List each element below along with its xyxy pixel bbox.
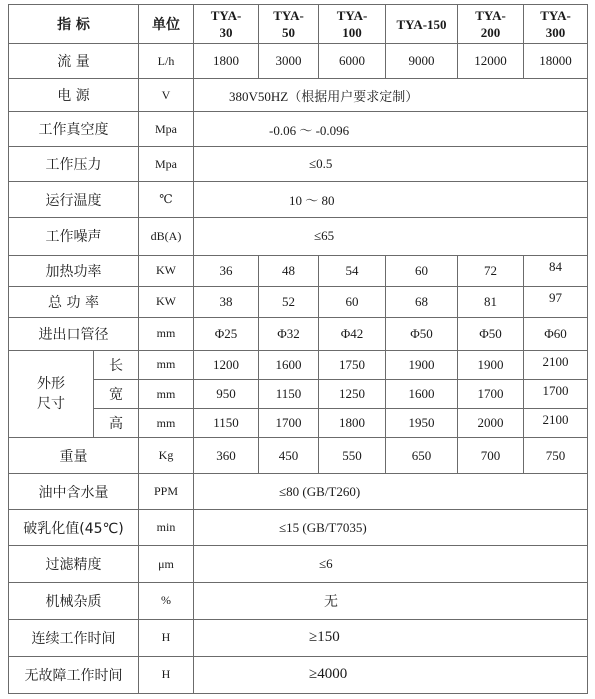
cell-value: Φ50 <box>386 317 458 350</box>
header-model: TYA- 50 <box>259 5 319 44</box>
row-pressure <box>9 147 588 182</box>
header-model: TYA- 200 <box>458 5 524 44</box>
cell-value: 3000 <box>259 44 319 79</box>
row-demulsification <box>9 510 588 546</box>
cell-value: 450 <box>259 438 319 474</box>
row-unit: L/h <box>139 44 194 79</box>
cell-value: 1900 <box>386 350 458 379</box>
cell-value: ≥4000 <box>194 656 588 693</box>
cell-value: 1250 <box>319 380 386 409</box>
row-label: 工作噪声 <box>9 217 139 255</box>
row-label: 机械杂质 <box>9 582 139 619</box>
row-label: 运行温度 <box>9 182 139 217</box>
row-water-content <box>9 474 588 510</box>
row-unit: mm <box>139 350 194 379</box>
row-unit: mm <box>139 409 194 438</box>
cell-value: Φ25 <box>194 317 259 350</box>
cell-value: 1700 <box>458 380 524 409</box>
row-unit: KW <box>139 255 194 286</box>
row-label-dimensions: 外形 尺寸 <box>9 350 94 437</box>
row-heating-power <box>9 255 588 286</box>
row-vacuum <box>9 112 588 147</box>
cell-value: 48 <box>259 255 319 286</box>
row-label: 总 功 率 <box>9 286 139 317</box>
cell-value: 60 <box>386 255 458 286</box>
header-model: TYA- 30 <box>194 5 259 44</box>
row-unit: Mpa <box>139 147 194 182</box>
cell-value: 12000 <box>458 44 524 79</box>
row-unit: % <box>139 582 194 619</box>
row-width <box>9 380 588 409</box>
row-sublabel: 高 <box>94 409 139 438</box>
cell-value: 18000 <box>524 44 588 79</box>
header-model: TYA- 300 <box>524 5 588 44</box>
row-unit: PPM <box>139 474 194 510</box>
cell-value: 1600 <box>386 380 458 409</box>
row-label: 流 量 <box>9 44 139 79</box>
row-unit: mm <box>139 317 194 350</box>
cell-value: 1950 <box>386 409 458 438</box>
cell-value: 1700 <box>524 380 588 409</box>
row-unit: Kg <box>139 438 194 474</box>
spec-table <box>8 4 588 694</box>
row-label: 破乳化值(45℃) <box>9 510 139 546</box>
cell-value: ≤15 (GB/T7035) <box>194 510 588 546</box>
row-flow <box>9 44 588 79</box>
cell-value: 68 <box>386 286 458 317</box>
cell-value: 无 <box>194 582 588 619</box>
cell-value: 2100 <box>524 350 588 379</box>
row-label: 过滤精度 <box>9 546 139 582</box>
cell-value: 1900 <box>458 350 524 379</box>
header-model: TYA-150 <box>386 5 458 44</box>
cell-value: 9000 <box>386 44 458 79</box>
cell-value: ≤0.5 <box>194 147 588 182</box>
row-length <box>9 350 588 379</box>
cell-value: 950 <box>194 380 259 409</box>
cell-value: 81 <box>458 286 524 317</box>
cell-value: Φ42 <box>319 317 386 350</box>
cell-value: 36 <box>194 255 259 286</box>
cell-value: 72 <box>458 255 524 286</box>
cell-value: Φ60 <box>524 317 588 350</box>
cell-value: 84 <box>524 255 588 286</box>
header-row <box>9 5 588 44</box>
cell-value: Φ50 <box>458 317 524 350</box>
row-label: 重量 <box>9 438 139 474</box>
row-pipe-diameter <box>9 317 588 350</box>
row-impurities <box>9 582 588 619</box>
row-label: 工作压力 <box>9 147 139 182</box>
cell-value: 97 <box>524 286 588 317</box>
cell-value: 2000 <box>458 409 524 438</box>
cell-value: 1800 <box>194 44 259 79</box>
row-temperature <box>9 182 588 217</box>
cell-value: 54 <box>319 255 386 286</box>
row-label: 工作真空度 <box>9 112 139 147</box>
row-continuous-time <box>9 619 588 656</box>
row-noise <box>9 217 588 255</box>
cell-value: 650 <box>386 438 458 474</box>
cell-value: ≤6 <box>194 546 588 582</box>
cell-value: 380V50HZ（根据用户要求定制） <box>194 79 588 112</box>
cell-value: 360 <box>194 438 259 474</box>
cell-value: 52 <box>259 286 319 317</box>
cell-value: 700 <box>458 438 524 474</box>
row-unit: V <box>139 79 194 112</box>
cell-value: 1750 <box>319 350 386 379</box>
row-unit: μm <box>139 546 194 582</box>
cell-value: 1800 <box>319 409 386 438</box>
row-total-power <box>9 286 588 317</box>
row-label: 加热功率 <box>9 255 139 286</box>
cell-value: 10 ～ 80 <box>194 182 588 217</box>
cell-value: 1200 <box>194 350 259 379</box>
cell-value: ≤65 <box>194 217 588 255</box>
header-model: TYA- 100 <box>319 5 386 44</box>
row-power-supply <box>9 79 588 112</box>
row-unit: KW <box>139 286 194 317</box>
row-unit: H <box>139 619 194 656</box>
row-label: 连续工作时间 <box>9 619 139 656</box>
cell-value: 1150 <box>259 380 319 409</box>
cell-value: 2100 <box>524 409 588 438</box>
cell-value: ≥150 <box>194 619 588 656</box>
row-sublabel: 长 <box>94 350 139 379</box>
cell-value: 38 <box>194 286 259 317</box>
row-unit: min <box>139 510 194 546</box>
row-label: 无故障工作时间 <box>9 656 139 693</box>
row-weight <box>9 438 588 474</box>
row-unit: H <box>139 656 194 693</box>
row-unit: dB(A) <box>139 217 194 255</box>
cell-value: 1600 <box>259 350 319 379</box>
cell-value: 750 <box>524 438 588 474</box>
cell-value: -0.06 ～ -0.096 <box>194 112 588 147</box>
cell-value: ≤80 (GB/T260) <box>194 474 588 510</box>
row-label: 进出口管径 <box>9 317 139 350</box>
row-filter-precision <box>9 546 588 582</box>
row-height <box>9 409 588 438</box>
row-unit: Mpa <box>139 112 194 147</box>
header-indicator: 指 标 <box>9 5 139 44</box>
cell-value: 1700 <box>259 409 319 438</box>
row-unit: mm <box>139 380 194 409</box>
row-sublabel: 宽 <box>94 380 139 409</box>
row-unit: ℃ <box>139 182 194 217</box>
cell-value: 550 <box>319 438 386 474</box>
cell-value: 60 <box>319 286 386 317</box>
header-unit: 单位 <box>139 5 194 44</box>
cell-value: 6000 <box>319 44 386 79</box>
row-label: 油中含水量 <box>9 474 139 510</box>
cell-value: Φ32 <box>259 317 319 350</box>
row-mtbf <box>9 656 588 693</box>
row-label: 电 源 <box>9 79 139 112</box>
cell-value: 1150 <box>194 409 259 438</box>
